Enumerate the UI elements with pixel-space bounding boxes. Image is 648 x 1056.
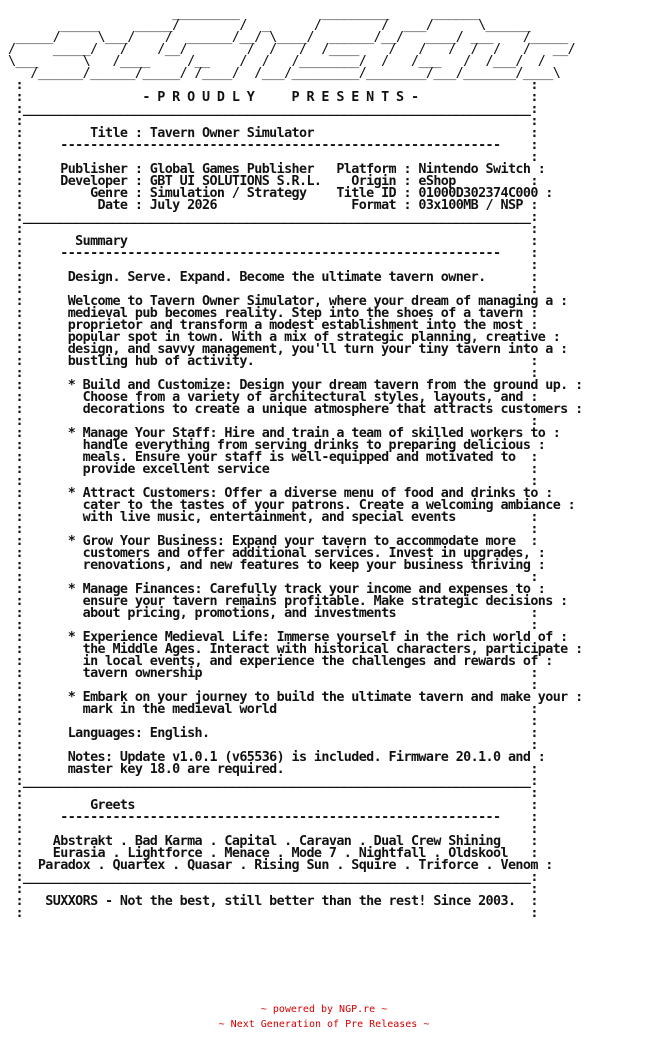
info-row-date: : Date : July 2026 Format : 03x100MB / NSP : xyxy=(15,198,538,213)
summary-bullet-line: : Choose from a variety of architectural styles, layouts, and : xyxy=(15,390,538,405)
info-row-genre: : Genre : Simulation / Strategy Title ID : 01000D302374C000 : xyxy=(15,186,553,201)
frame-bottom: : : xyxy=(15,906,538,921)
summary-bullet-line: : ensure your tavern remains profitable. Make strategic decisions : xyxy=(15,594,568,609)
summary-intro-line: : design, and savvy management, you'll turn your tiny tavern into a : xyxy=(15,342,568,357)
nfo-blank-line: : : xyxy=(15,258,538,273)
nfo-blank-line: : : xyxy=(15,786,538,801)
greets-line: : Paradox . Quartex . Quasar . Rising Sun . Squire . Triforce . Venom : xyxy=(15,858,553,873)
powered-by-text: ~ powered by NGP.re ~ xyxy=(260,1004,388,1015)
summary-intro-line: : Welcome to Tavern Owner Simulator, where your dream of managing a : xyxy=(15,294,568,309)
summary-bullet-line: : in local events, and experience the challenges and rewards of : xyxy=(15,654,553,669)
presents-text: : - P R O U D L Y P R E S E N T S - : xyxy=(15,90,538,105)
greets-heading: : Greets : xyxy=(15,798,538,813)
release-title: : Title : Tavern Owner Simulator : xyxy=(15,126,538,141)
nfo-body xyxy=(8,78,583,921)
section-divider: :____________________________________________________________________: xyxy=(15,774,538,789)
nfo-blank-line: : : xyxy=(15,114,538,129)
summary-bullet-line: : decorations to create a unique atmosphere that attracts customers : xyxy=(15,402,583,417)
nfo-blank-line: : : xyxy=(15,618,538,633)
nfo-blank-line: : : xyxy=(15,570,538,585)
nfo-blank-line: : : xyxy=(15,678,538,693)
sign-off-text: : SUXXORS - Not the best, still better than the rest! Since 2003. : xyxy=(15,894,538,909)
info-row-publisher: : Publisher : Global Games Publisher Platform : Nintendo Switch : xyxy=(15,162,546,177)
summary-bullet-line: : * Build and Customize: Design your dream tavern from the ground up. : xyxy=(15,378,583,393)
nfo-blank-line: : : xyxy=(15,474,538,489)
heading-underline: : ----------------------------------------------------------- : xyxy=(15,246,538,261)
group-logo-ascii-art: _________ _________ ______ _____ _____/ / _ / / ___/ \______ _____/ \___/ / ______/__/ \____/ ______/__/ ____/ ___ /_____ / _____/ / /__/ / / / /____ / / / / / / __/ \___ \ /____ /__ / / /________/ / /___ / /___/ / /______/______/_____/ /____/ /___/_________/________/___/_______/____\ xyxy=(8,6,576,81)
section-divider: :____________________________________________________________________: xyxy=(15,102,538,117)
summary-bullet-line: : tavern ownership : xyxy=(15,666,538,681)
summary-bullet-line: : handle everything from serving drinks to preparing delicious : xyxy=(15,438,546,453)
summary-intro-line: : medieval pub becomes reality. Step into the shoes of a tavern : xyxy=(15,306,538,321)
summary-bullet-line: : provide excellent service : xyxy=(15,462,538,477)
nfo-blank-line: : : xyxy=(15,414,538,429)
summary-bullet-line: : * Manage Finances: Carefully track your income and expenses to : xyxy=(15,582,546,597)
summary-bullet-line: : with live music, entertainment, and special events : xyxy=(15,510,538,525)
summary-bullet-line: : mark in the medieval world : xyxy=(15,702,538,717)
nfo-blank-line: : : xyxy=(15,738,538,753)
nfo-blank-line: : : xyxy=(15,522,538,537)
notes-line: : master key 18.0 are required. : xyxy=(15,762,538,777)
section-divider: :____________________________________________________________________: xyxy=(15,210,538,225)
summary-bullet-line: : renovations, and new features to keep your business thriving : xyxy=(15,558,546,573)
nfo-blank-line: : : xyxy=(15,714,538,729)
nfo-blank-line: : : xyxy=(15,222,538,237)
section-divider: :____________________________________________________________________: xyxy=(15,870,538,885)
summary-bullet-line: : the Middle Ages. Interact with historical characters, participate : xyxy=(15,642,583,657)
greets-line: : Eurasia . Lightforce . Menace . Mode 7 . Nightfall . Oldskool : xyxy=(15,846,538,861)
frame-top: : : xyxy=(15,78,538,93)
summary-bullet-line: : cater to the tastes of your patrons. Create a welcoming ambiance : xyxy=(15,498,576,513)
nfo-blank-line: : : xyxy=(15,150,538,165)
summary-intro-line: : proprietor and transform a modest establishment into the most : xyxy=(15,318,538,333)
info-row-developer: : Developer : GBT UI SOLUTIONS S.R.L. Origin : eShop : xyxy=(15,174,538,189)
nfo-blank-line: : : xyxy=(15,882,538,897)
summary-bullet-line: : * Attract Customers: Offer a diverse menu of food and drinks to : xyxy=(15,486,553,501)
summary-bullet-line: : meals. Ensure your staff is well-equipped and motivated to : xyxy=(15,450,538,465)
summary-tagline: : Design. Serve. Expand. Become the ultimate tavern owner. : xyxy=(15,270,538,285)
summary-heading: : Summary : xyxy=(15,234,538,249)
nfo-blank-line: : : xyxy=(15,282,538,297)
summary-bullet-line: : * Experience Medieval Life: Immerse yourself in the rich world of : xyxy=(15,630,568,645)
footer-tagline: ~ Next Generation of Pre Releases ~ xyxy=(218,1019,430,1030)
heading-underline: : ----------------------------------------------------------- : xyxy=(15,810,538,825)
summary-bullet-line: : * Grow Your Business: Expand your tavern to accommodate more : xyxy=(15,534,538,549)
greets-line: : Abstrakt . Bad Karma . Capital . Caravan . Dual Crew Shining : xyxy=(15,834,538,849)
heading-underline: : ----------------------------------------------------------- : xyxy=(15,138,538,153)
summary-bullet-line: : * Embark on your journey to build the ultimate tavern and make your : xyxy=(15,690,583,705)
notes-line: : Notes: Update v1.0.1 (v65536) is included. Firmware 20.1.0 and : xyxy=(15,750,546,765)
nfo-blank-line: : : xyxy=(15,822,538,837)
summary-bullet-line: : * Manage Your Staff: Hire and train a team of skilled workers to : xyxy=(15,426,561,441)
summary-bullet-line: : about pricing, promotions, and investments : xyxy=(15,606,538,621)
summary-intro-line: : bustling hub of activity. : xyxy=(15,354,538,369)
summary-intro-line: : popular spot in town. With a mix of strategic planning, creative : xyxy=(15,330,561,345)
nfo-blank-line: : : xyxy=(15,366,538,381)
languages-line: : Languages: English. : xyxy=(15,726,538,741)
summary-bullet-line: : customers and offer additional services. Invest in upgrades, : xyxy=(15,546,546,561)
nfo-document xyxy=(8,8,583,920)
